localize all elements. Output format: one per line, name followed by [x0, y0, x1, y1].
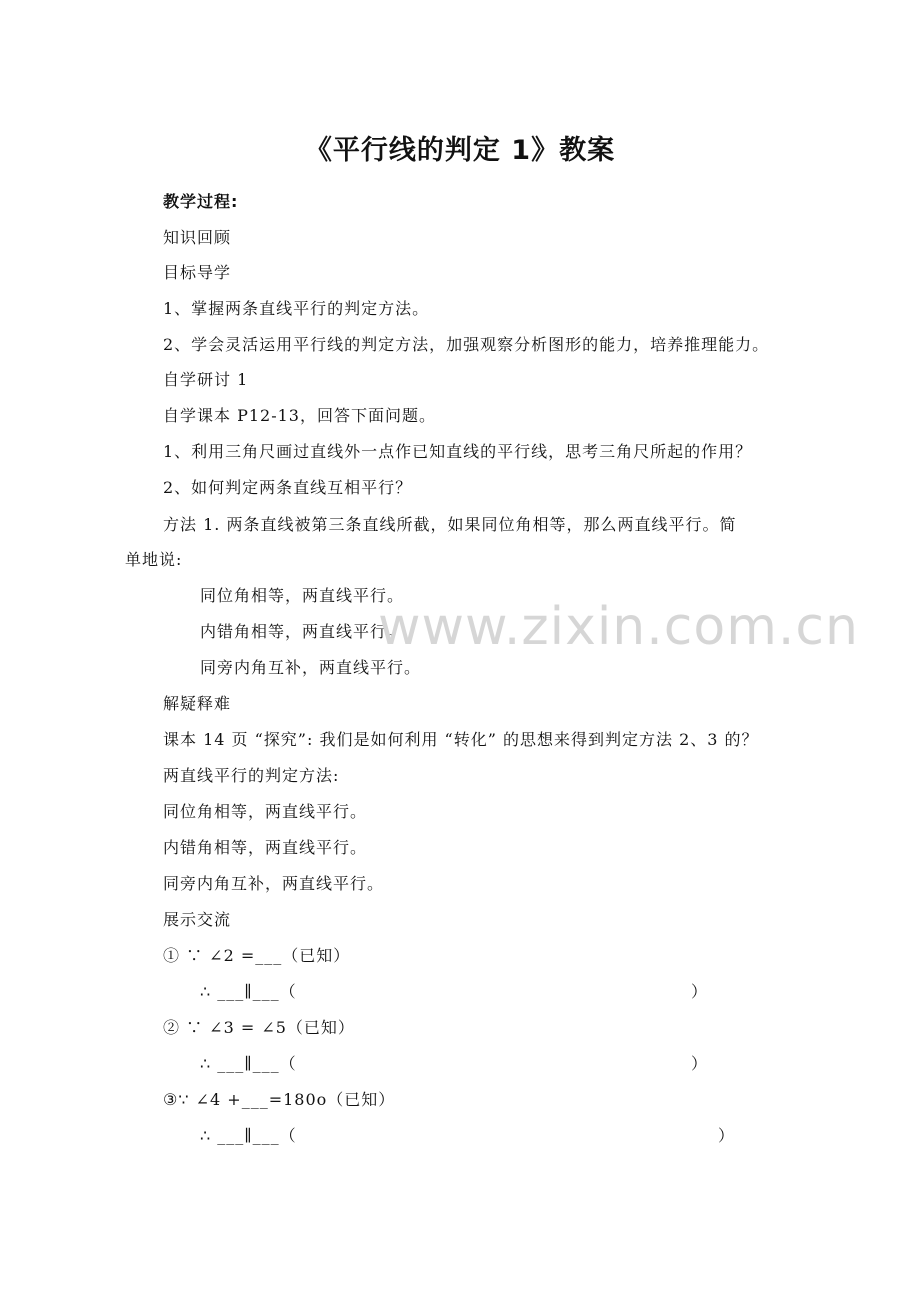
section-heading-review: 知识回顾	[163, 228, 232, 247]
criteria-corresponding-angles: 同位角相等，两直线平行。	[163, 802, 368, 821]
rule-interior-angles: 同旁内角互补，两直线平行。	[200, 658, 422, 677]
paragraph-self-study: 自学课本 P12-13，回答下面问题。	[163, 406, 436, 425]
page-title: 《平行线的判定 1》教案	[304, 135, 616, 166]
watermark: www.zixin.com.cn	[378, 597, 859, 657]
exercise-2-close-paren: ）	[691, 1054, 708, 1073]
section-heading-teaching-process: 教学过程:	[163, 192, 239, 211]
section-heading-goals: 目标导学	[163, 263, 232, 282]
section-heading-difficulties: 解疑释难	[163, 694, 232, 713]
method-1-text-continued: 单地说:	[125, 550, 183, 569]
section-heading-presentation: 展示交流	[163, 910, 232, 929]
rule-alternate-angles: 内错角相等，两直线平行。	[200, 622, 405, 641]
section-heading-self-study: 自学研讨 1	[163, 370, 249, 389]
exercise-1-close-paren: ）	[691, 982, 708, 1001]
paragraph-explore: 课本 14 页 “探究”: 我们是如何利用 “转化” 的思想来得到判定方法 2、3 的？	[163, 730, 759, 749]
criteria-alternate-angles: 内错角相等，两直线平行。	[163, 838, 368, 857]
method-1-text: 方法 1. 两条直线被第三条直线所截，如果同位角相等，那么两直线平行。简	[163, 515, 737, 534]
exercise-2-conclusion: ∴ ___∥___（	[200, 1054, 297, 1073]
exercise-3-close-paren: ）	[718, 1126, 735, 1145]
exercise-1-conclusion: ∴ ___∥___（	[200, 982, 297, 1001]
exercise-3-given: ③∵ ∠4 +___=180o（已知）	[163, 1090, 396, 1109]
paragraph-criteria-heading: 两直线平行的判定方法:	[163, 766, 340, 785]
question-2: 2、如何判定两条直线互相平行？	[163, 478, 413, 497]
question-1: 1、利用三角尺画过直线外一点作已知直线的平行线，思考三角尺所起的作用？	[163, 442, 753, 461]
criteria-interior-angles: 同旁内角互补，两直线平行。	[163, 874, 385, 893]
exercise-2-given: ② ∵ ∠3 = ∠5（已知）	[163, 1018, 355, 1037]
exercise-1-given: ① ∵ ∠2 =___（已知）	[163, 946, 351, 965]
goal-item-2: 2、学会灵活运用平行线的判定方法，加强观察分析图形的能力，培养推理能力。	[163, 335, 770, 354]
rule-corresponding-angles: 同位角相等，两直线平行。	[200, 586, 405, 605]
exercise-3-conclusion: ∴ ___∥___（	[200, 1126, 297, 1145]
goal-item-1: 1、掌握两条直线平行的判定方法。	[163, 299, 430, 318]
